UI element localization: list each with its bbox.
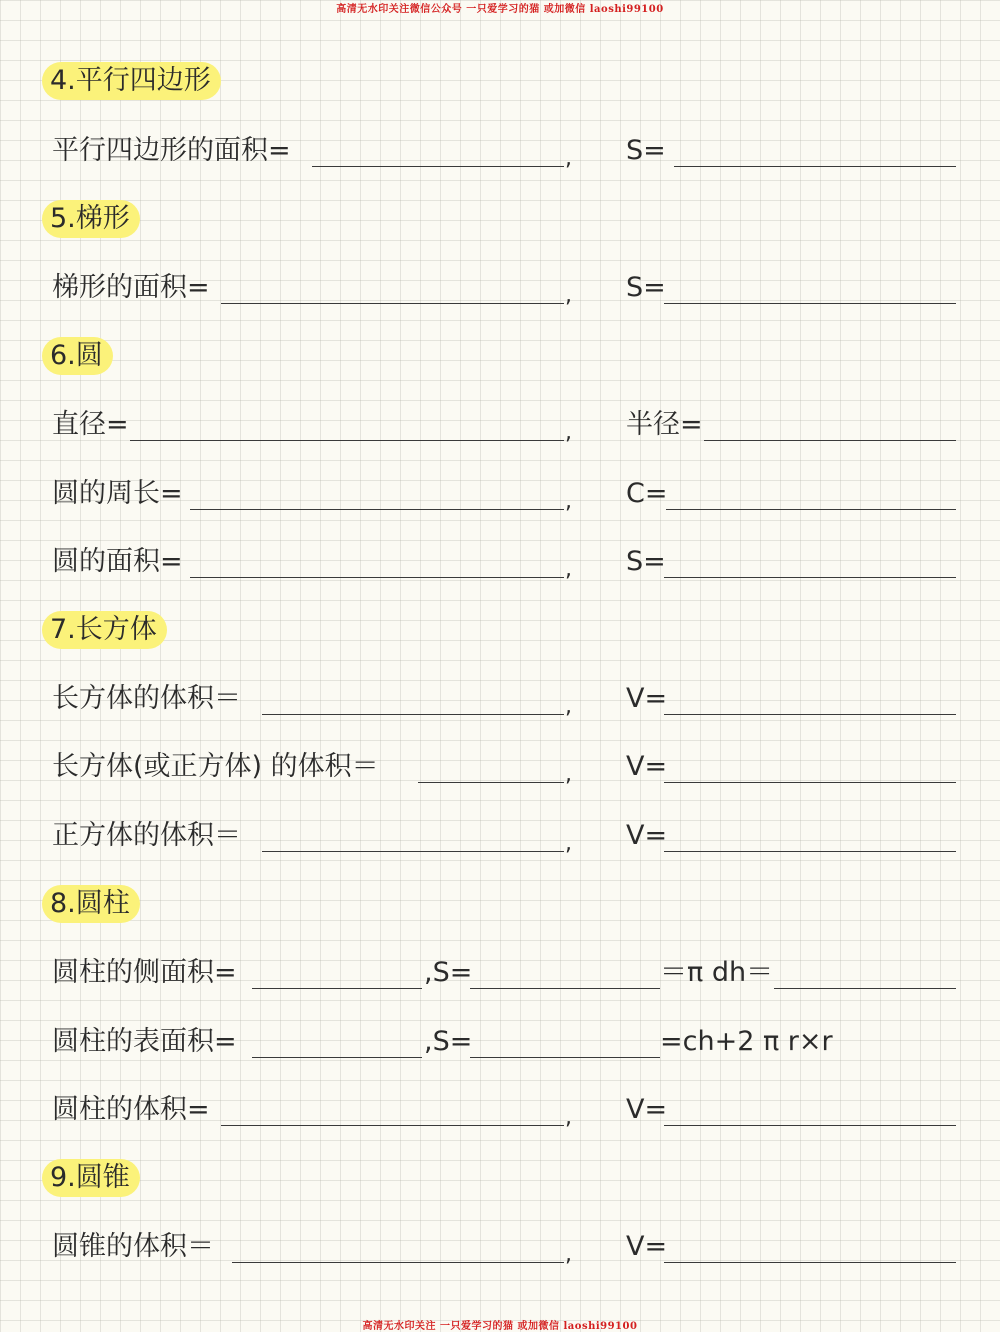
cone-volume-label: 圆锥的体积＝ xyxy=(52,1231,214,1262)
cylinder-lateral-label: 圆柱的侧面积= xyxy=(52,957,237,988)
watermark-top: 高清无水印关注微信公众号 一只爱学习的猫 或加微信 laoshi99100 xyxy=(336,4,664,15)
cube-volume-formula-blank[interactable] xyxy=(664,851,956,852)
cuboid-volume-formula-blank[interactable] xyxy=(664,714,956,715)
cuboid-general-volume-symbol: V= xyxy=(626,751,668,782)
cylinder-surface-label: 圆柱的表面积= xyxy=(52,1026,237,1057)
section-heading-circle: 6.圆 xyxy=(42,337,113,375)
section-heading-parallelogram: 4.平行四边形 xyxy=(42,62,221,100)
cylinder-lateral-blank[interactable] xyxy=(252,988,422,989)
separator-comma: , xyxy=(565,283,572,308)
separator-comma: , xyxy=(565,146,572,171)
circle-circumference-symbol: C= xyxy=(626,478,668,509)
circle-diameter-label: 直径= xyxy=(52,409,129,440)
cone-volume-formula-blank[interactable] xyxy=(664,1262,956,1263)
separator-comma: , xyxy=(565,831,572,856)
cylinder-surface-formula-blank[interactable] xyxy=(470,1057,660,1058)
section-heading-cone: 9.圆锥 xyxy=(42,1159,140,1197)
circle-area-formula-blank[interactable] xyxy=(664,577,956,578)
circle-diameter-blank[interactable] xyxy=(130,440,564,441)
cylinder-surface-symbol: ,S= xyxy=(424,1026,473,1057)
trapezoid-area-symbol: S= xyxy=(626,272,666,303)
circle-circumference-label: 圆的周长= xyxy=(52,478,183,509)
cuboid-volume-label: 长方体的体积＝ xyxy=(52,683,241,714)
cube-volume-symbol: V= xyxy=(626,820,668,851)
cylinder-lateral-suffix: ＝π dh＝ xyxy=(660,957,774,988)
cuboid-volume-symbol: V= xyxy=(626,683,668,714)
circle-area-blank[interactable] xyxy=(190,577,564,578)
separator-comma: , xyxy=(565,420,572,445)
cylinder-volume-formula-blank[interactable] xyxy=(664,1125,956,1126)
trapezoid-area-blank[interactable] xyxy=(221,303,564,304)
cone-volume-symbol: V= xyxy=(626,1231,668,1262)
section-heading-cylinder: 8.圆柱 xyxy=(42,885,140,923)
parallelogram-area-blank[interactable] xyxy=(312,166,564,167)
cylinder-volume-blank[interactable] xyxy=(221,1125,564,1126)
separator-comma: , xyxy=(565,1242,572,1267)
cylinder-volume-symbol: V= xyxy=(626,1094,668,1125)
separator-comma: , xyxy=(565,1105,572,1130)
parallelogram-formula-blank[interactable] xyxy=(674,166,956,167)
separator-comma: , xyxy=(565,762,572,787)
cylinder-lateral-formula-blank[interactable] xyxy=(470,988,660,989)
circle-circumference-blank[interactable] xyxy=(190,509,564,510)
cuboid-general-volume-label: 长方体(或正方体) 的体积＝ xyxy=(52,751,379,782)
circle-area-symbol: S= xyxy=(626,546,666,577)
circle-circumference-formula-blank[interactable] xyxy=(666,509,956,510)
cylinder-surface-blank[interactable] xyxy=(252,1057,422,1058)
separator-comma: , xyxy=(565,694,572,719)
circle-area-label: 圆的面积= xyxy=(52,546,183,577)
separator-comma: , xyxy=(565,489,572,514)
cone-volume-blank[interactable] xyxy=(232,1262,564,1263)
separator-comma: , xyxy=(565,557,572,582)
cuboid-volume-blank[interactable] xyxy=(262,714,564,715)
trapezoid-formula-blank[interactable] xyxy=(664,303,956,304)
section-heading-cuboid: 7.长方体 xyxy=(42,611,167,649)
cube-volume-blank[interactable] xyxy=(262,851,564,852)
cylinder-lateral-extra-blank[interactable] xyxy=(774,988,956,989)
parallelogram-area-symbol: S= xyxy=(626,135,666,166)
cuboid-general-volume-formula-blank[interactable] xyxy=(664,782,956,783)
circle-radius-label: 半径= xyxy=(626,409,703,440)
cylinder-lateral-symbol: ,S= xyxy=(424,957,473,988)
watermark-bottom: 高清无水印关注 一只爱学习的猫 或加微信 laoshi99100 xyxy=(362,1321,638,1332)
section-heading-trapezoid: 5.梯形 xyxy=(42,200,140,238)
cylinder-volume-label: 圆柱的体积= xyxy=(52,1094,210,1125)
circle-radius-blank[interactable] xyxy=(704,440,956,441)
trapezoid-area-label: 梯形的面积= xyxy=(52,272,210,303)
cylinder-surface-suffix: =ch+2 π r×r xyxy=(660,1026,833,1057)
cube-volume-label: 正方体的体积＝ xyxy=(52,820,241,851)
parallelogram-area-label: 平行四边形的面积= xyxy=(52,135,291,166)
cuboid-general-volume-blank[interactable] xyxy=(418,782,564,783)
